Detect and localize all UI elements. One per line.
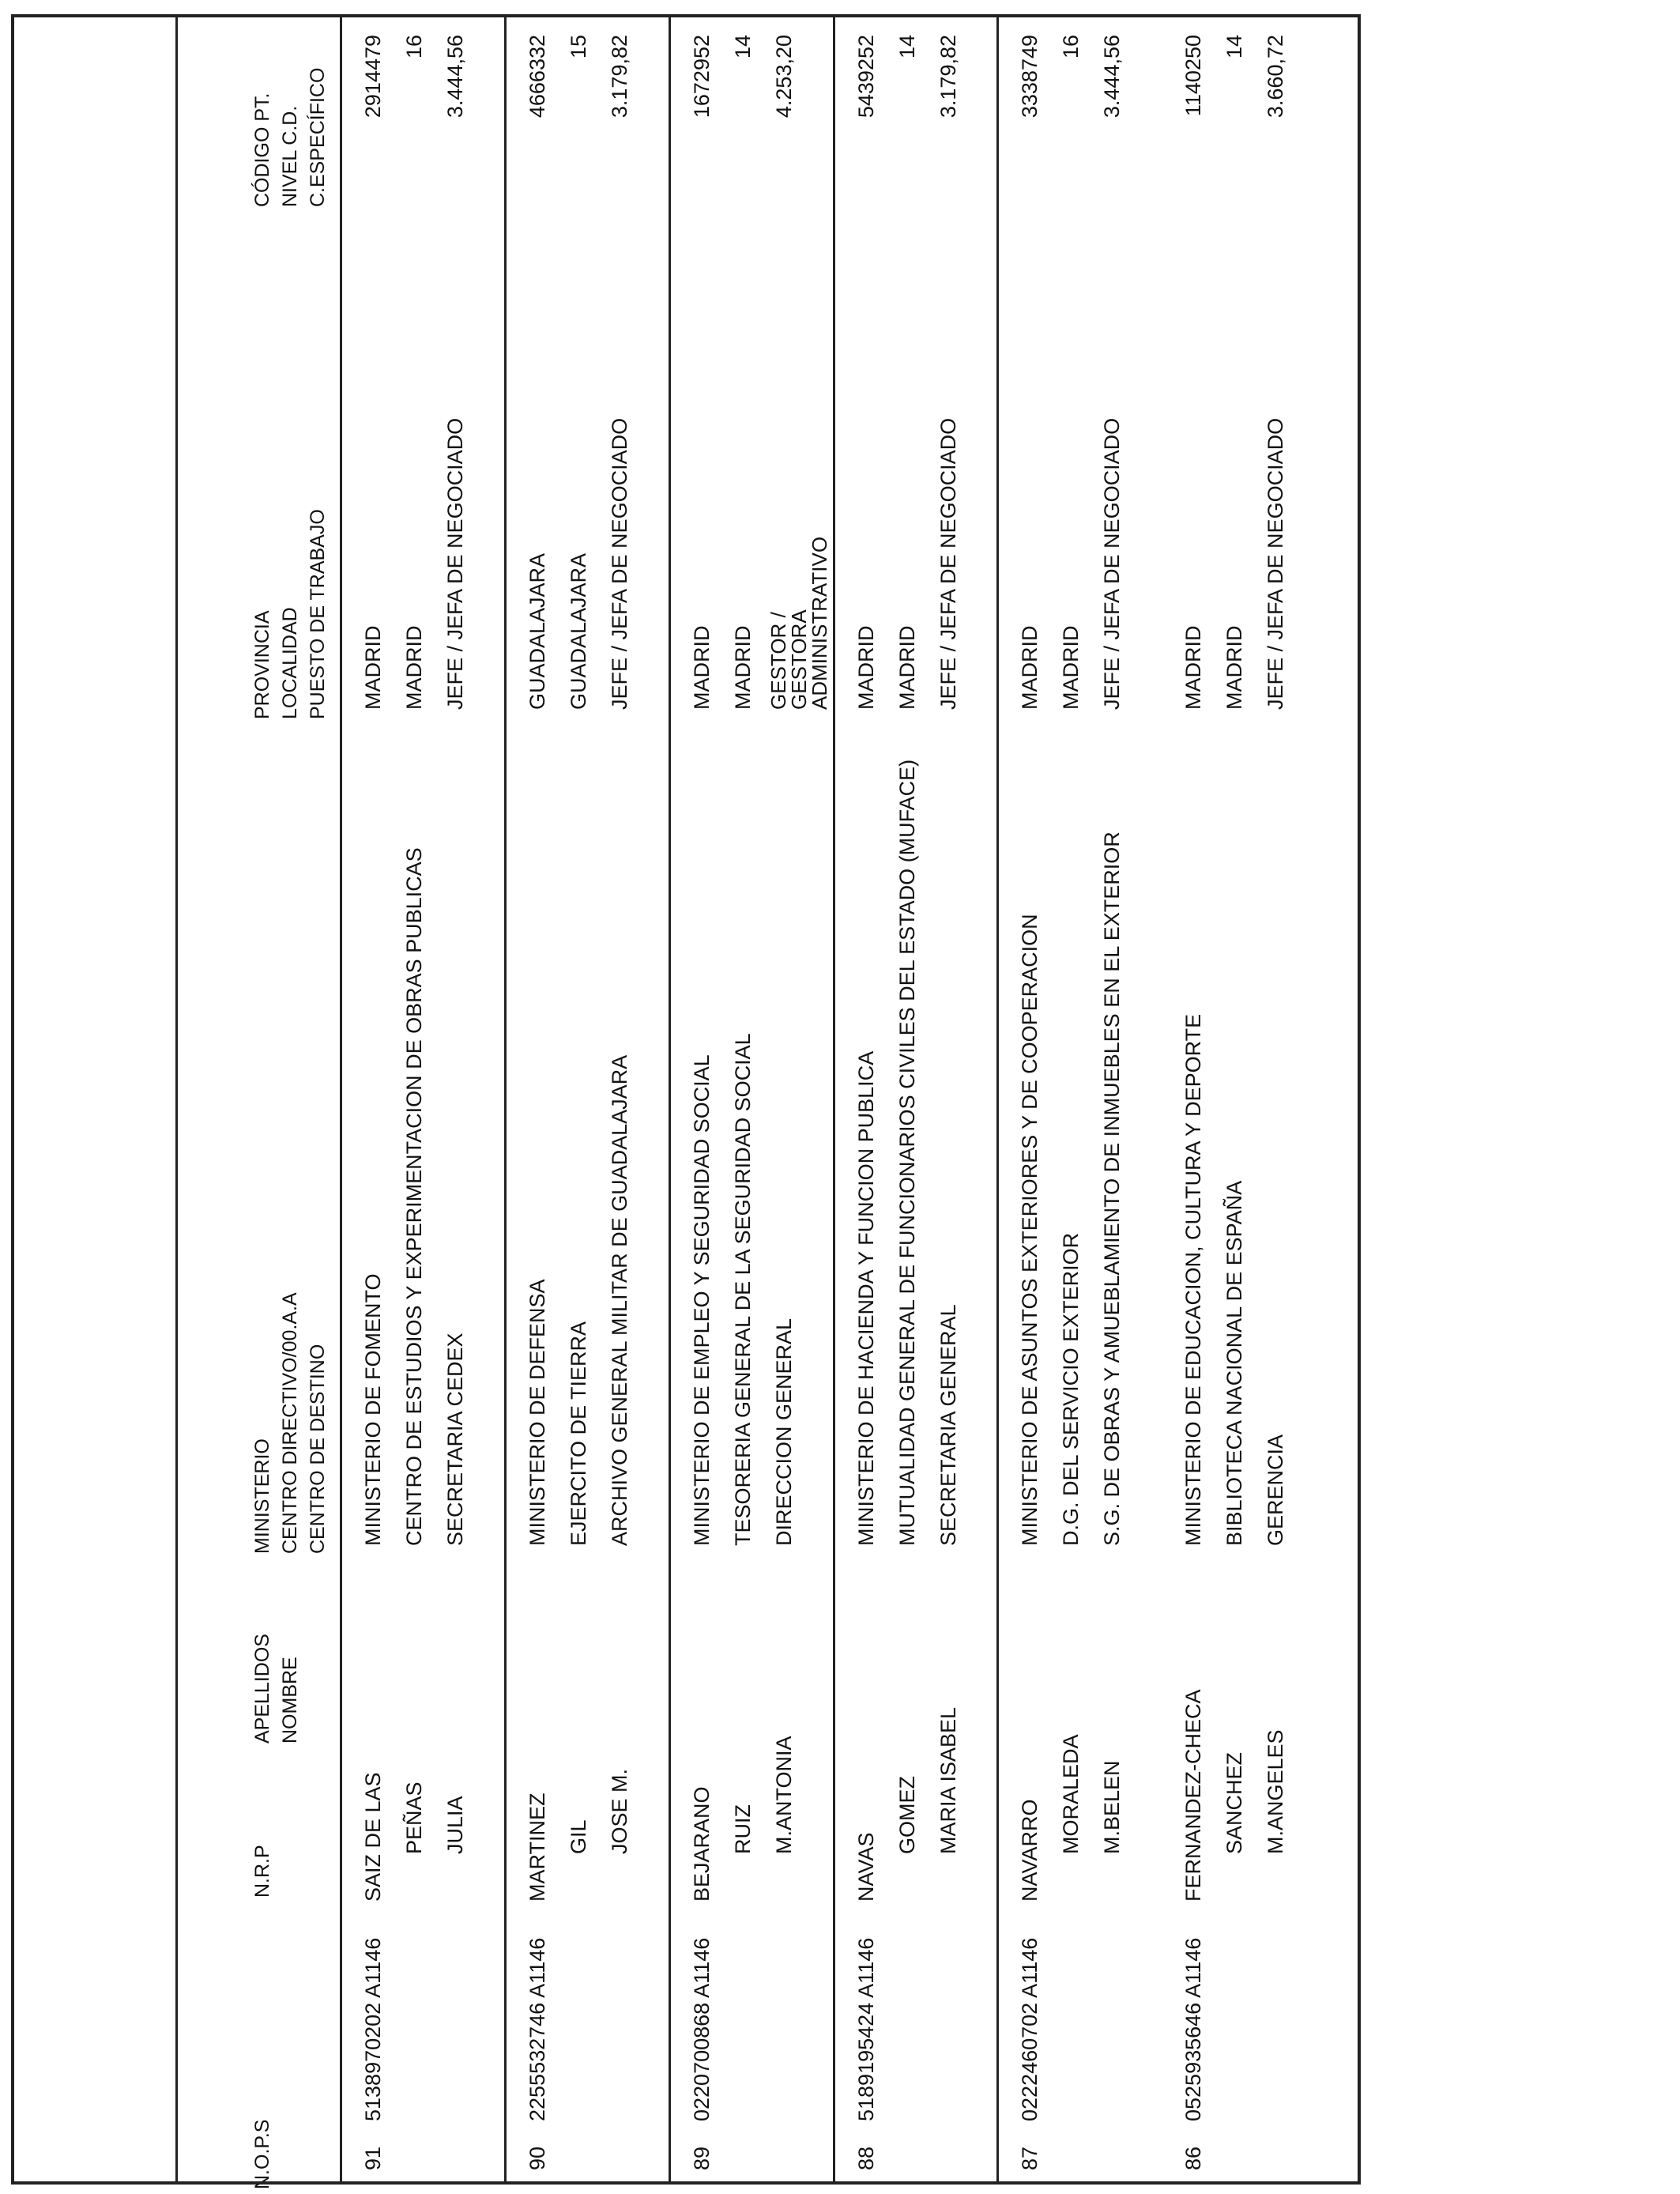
cell-especifico: 3.179,82 [608, 35, 631, 119]
cell-localidad: MADRID [731, 625, 755, 710]
cell-centro-destino: ARCHIVO GENERAL MILITAR DE GUADALAJARA [608, 1054, 631, 1546]
cell-nrp: 2255532746 A1146 [525, 1937, 549, 2121]
cell-provincia: MADRID [361, 625, 385, 710]
header-provincia-label: PROVINCIA [251, 610, 273, 719]
cell-apellido2: GOMEZ [895, 1776, 919, 1854]
cell-centro-destino: S.G. DE OBRAS Y AMUEBLAMIENTO DE INMUEBLES EN EL EXTERIOR [1100, 831, 1124, 1546]
cell-especifico: 3.444,56 [1100, 35, 1124, 119]
cell-apellido2: GIL [567, 1819, 590, 1854]
cell-puesto: GESTOR / GESTORA ADMINISTRATIVO [767, 536, 831, 710]
cell-localidad: GUADALAJARA [567, 552, 590, 710]
header-codigo-label: CÓDIGO PT. [251, 92, 273, 207]
cell-codigo: 1140250 [1181, 35, 1205, 117]
cell-especifico: 3.660,72 [1264, 35, 1287, 119]
cell-localidad: MADRID [1222, 625, 1246, 710]
table-row [340, 14, 503, 2185]
cell-nops: 91 [361, 2146, 385, 2170]
cell-centro-destino: DIRECCION GENERAL [772, 1318, 796, 1546]
cell-nrp: 5138970202 A1146 [361, 1937, 385, 2121]
table-row [833, 14, 996, 2185]
cell-puesto: JEFE / JEFA DE NEGOCIADO [936, 417, 960, 710]
header-apellidos-label: APELLIDOS [251, 1634, 273, 1744]
cell-localidad: MADRID [895, 625, 919, 710]
cell-apellido1: SAIZ DE LAS [361, 1772, 385, 1902]
cell-nombre: MARIA ISABEL [936, 1706, 960, 1854]
cell-nops: 89 [690, 2146, 714, 2170]
cell-ministerio: MINISTERIO DE EMPLEO Y SEGURIDAD SOCIAL [690, 1054, 714, 1546]
cell-apellido1: BEJARANO [690, 1786, 714, 1902]
cell-apellido2: MORALEDA [1059, 1734, 1083, 1854]
header-nivel-label: NIVEL C.D. [279, 105, 301, 207]
table-row [669, 14, 831, 2185]
cell-puesto: JEFE / JEFA DE NEGOCIADO [443, 417, 467, 710]
cell-nrp: 0220700868 A1146 [690, 1937, 714, 2121]
cell-nombre: M.ANGELES [1264, 1729, 1287, 1854]
row-separator [175, 14, 178, 2185]
cell-nivel: 15 [567, 35, 590, 59]
cell-nrp: 0525935646 A1146 [1181, 1937, 1205, 2121]
cell-especifico: 3.444,56 [443, 35, 467, 119]
cell-puesto: JEFE / JEFA DE NEGOCIADO [608, 417, 631, 710]
header-localidad-label: LOCALIDAD [279, 607, 301, 719]
cell-codigo: 4666332 [525, 35, 549, 119]
table-row [504, 14, 667, 2185]
cell-codigo: 5439252 [854, 35, 878, 119]
cell-centro-directivo: CENTRO DE ESTUDIOS Y EXPERIMENTACION DE OBRAS PUBLICAS [402, 847, 426, 1546]
cell-nombre: JOSE M. [608, 1768, 631, 1854]
cell-nombre: M.ANTONIA [772, 1736, 796, 1854]
cell-provincia: MADRID [1181, 625, 1205, 710]
cell-provincia: MADRID [854, 625, 878, 710]
cell-centro-destino: SECRETARIA CEDEX [443, 1333, 467, 1546]
cell-ministerio: MINISTERIO DE FOMENTO [361, 1273, 385, 1546]
cell-nombre: JULIA [443, 1796, 467, 1854]
header-centro-destino-label: CENTRO DE DESTINO [307, 1344, 329, 1554]
cell-puesto: JEFE / JEFA DE NEGOCIADO [1264, 417, 1287, 710]
cell-apellido1: NAVAS [854, 1832, 878, 1902]
header-nrp-label: N.R.P [251, 1845, 273, 1898]
cell-codigo: 2914479 [361, 35, 385, 119]
cell-centro-directivo: BIBLIOTECA NACIONAL DE ESPAÑA [1222, 1180, 1246, 1546]
cell-apellido2: PEÑAS [402, 1781, 426, 1854]
cell-apellido1: NAVARRO [1018, 1799, 1042, 1902]
header-nops-label: N.O.P.S [251, 2119, 273, 2189]
cell-provincia: MADRID [1018, 625, 1042, 710]
table-row [1160, 14, 1323, 2185]
cell-centro-destino: GERENCIA [1264, 1434, 1287, 1546]
cell-nivel: 14 [1222, 35, 1246, 59]
cell-codigo: 3338749 [1018, 35, 1042, 119]
cell-centro-directivo: MUTUALIDAD GENERAL DE FUNCIONARIOS CIVILES DEL ESTADO (MUFACE) [895, 759, 919, 1546]
cell-codigo: 1672952 [690, 35, 714, 119]
cell-nops: 88 [854, 2146, 878, 2170]
header-puesto-label: PUESTO DE TRABAJO [307, 509, 329, 719]
cell-apellido2: RUIZ [731, 1804, 755, 1854]
cell-provincia: GUADALAJARA [525, 552, 549, 710]
cell-centro-destino: SECRETARIA GENERAL [936, 1304, 960, 1546]
header-centro-directivo-label: CENTRO DIRECTIVO/00.A.A [279, 1292, 301, 1554]
cell-localidad: MADRID [402, 625, 426, 710]
header-ministerio-label: MINISTERIO [251, 1438, 273, 1554]
cell-nombre: M.BELEN [1100, 1760, 1124, 1854]
cell-centro-directivo: EJERCITO DE TIERRA [567, 1321, 590, 1546]
cell-nops: 86 [1181, 2146, 1205, 2170]
cell-ministerio: MINISTERIO DE DEFENSA [525, 1279, 549, 1546]
cell-ministerio: MINISTERIO DE ASUNTOS EXTERIORES Y DE COOPERACION [1018, 914, 1042, 1546]
cell-nops: 90 [525, 2146, 549, 2170]
cell-apellido2: SANCHEZ [1222, 1751, 1246, 1854]
cell-ministerio: MINISTERIO DE HACIENDA Y FUNCION PUBLICA [854, 1050, 878, 1546]
table-row [996, 14, 1159, 2185]
cell-nrp: 5189195424 A1146 [854, 1937, 878, 2121]
cell-nivel: 16 [1059, 35, 1083, 59]
cell-nivel: 14 [895, 35, 919, 59]
header-especifico-label: C.ESPECÍFICO [307, 67, 329, 207]
cell-centro-directivo: D.G. DEL SERVICIO EXTERIOR [1059, 1232, 1083, 1546]
header-nombre-label: NOMBRE [279, 1657, 301, 1744]
cell-apellido1: FERNANDEZ-CHECA [1181, 1689, 1205, 1902]
cell-puesto: JEFE / JEFA DE NEGOCIADO [1100, 417, 1124, 710]
cell-nivel: 16 [402, 35, 426, 59]
cell-ministerio: MINISTERIO DE EDUCACION, CULTURA Y DEPORTE [1181, 1013, 1205, 1546]
cell-apellido1: MARTINEZ [525, 1793, 549, 1902]
cell-especifico: 3.179,82 [936, 35, 960, 119]
cell-nrp: 0222460702 A1146 [1018, 1937, 1042, 2121]
cell-especifico: 4.253,20 [772, 35, 796, 119]
cell-localidad: MADRID [1059, 625, 1083, 710]
cell-nops: 87 [1018, 2146, 1042, 2170]
cell-nivel: 14 [731, 35, 755, 59]
cell-centro-directivo: TESORERIA GENERAL DE LA SEGURIDAD SOCIAL [731, 1033, 755, 1546]
cell-provincia: MADRID [690, 625, 714, 710]
